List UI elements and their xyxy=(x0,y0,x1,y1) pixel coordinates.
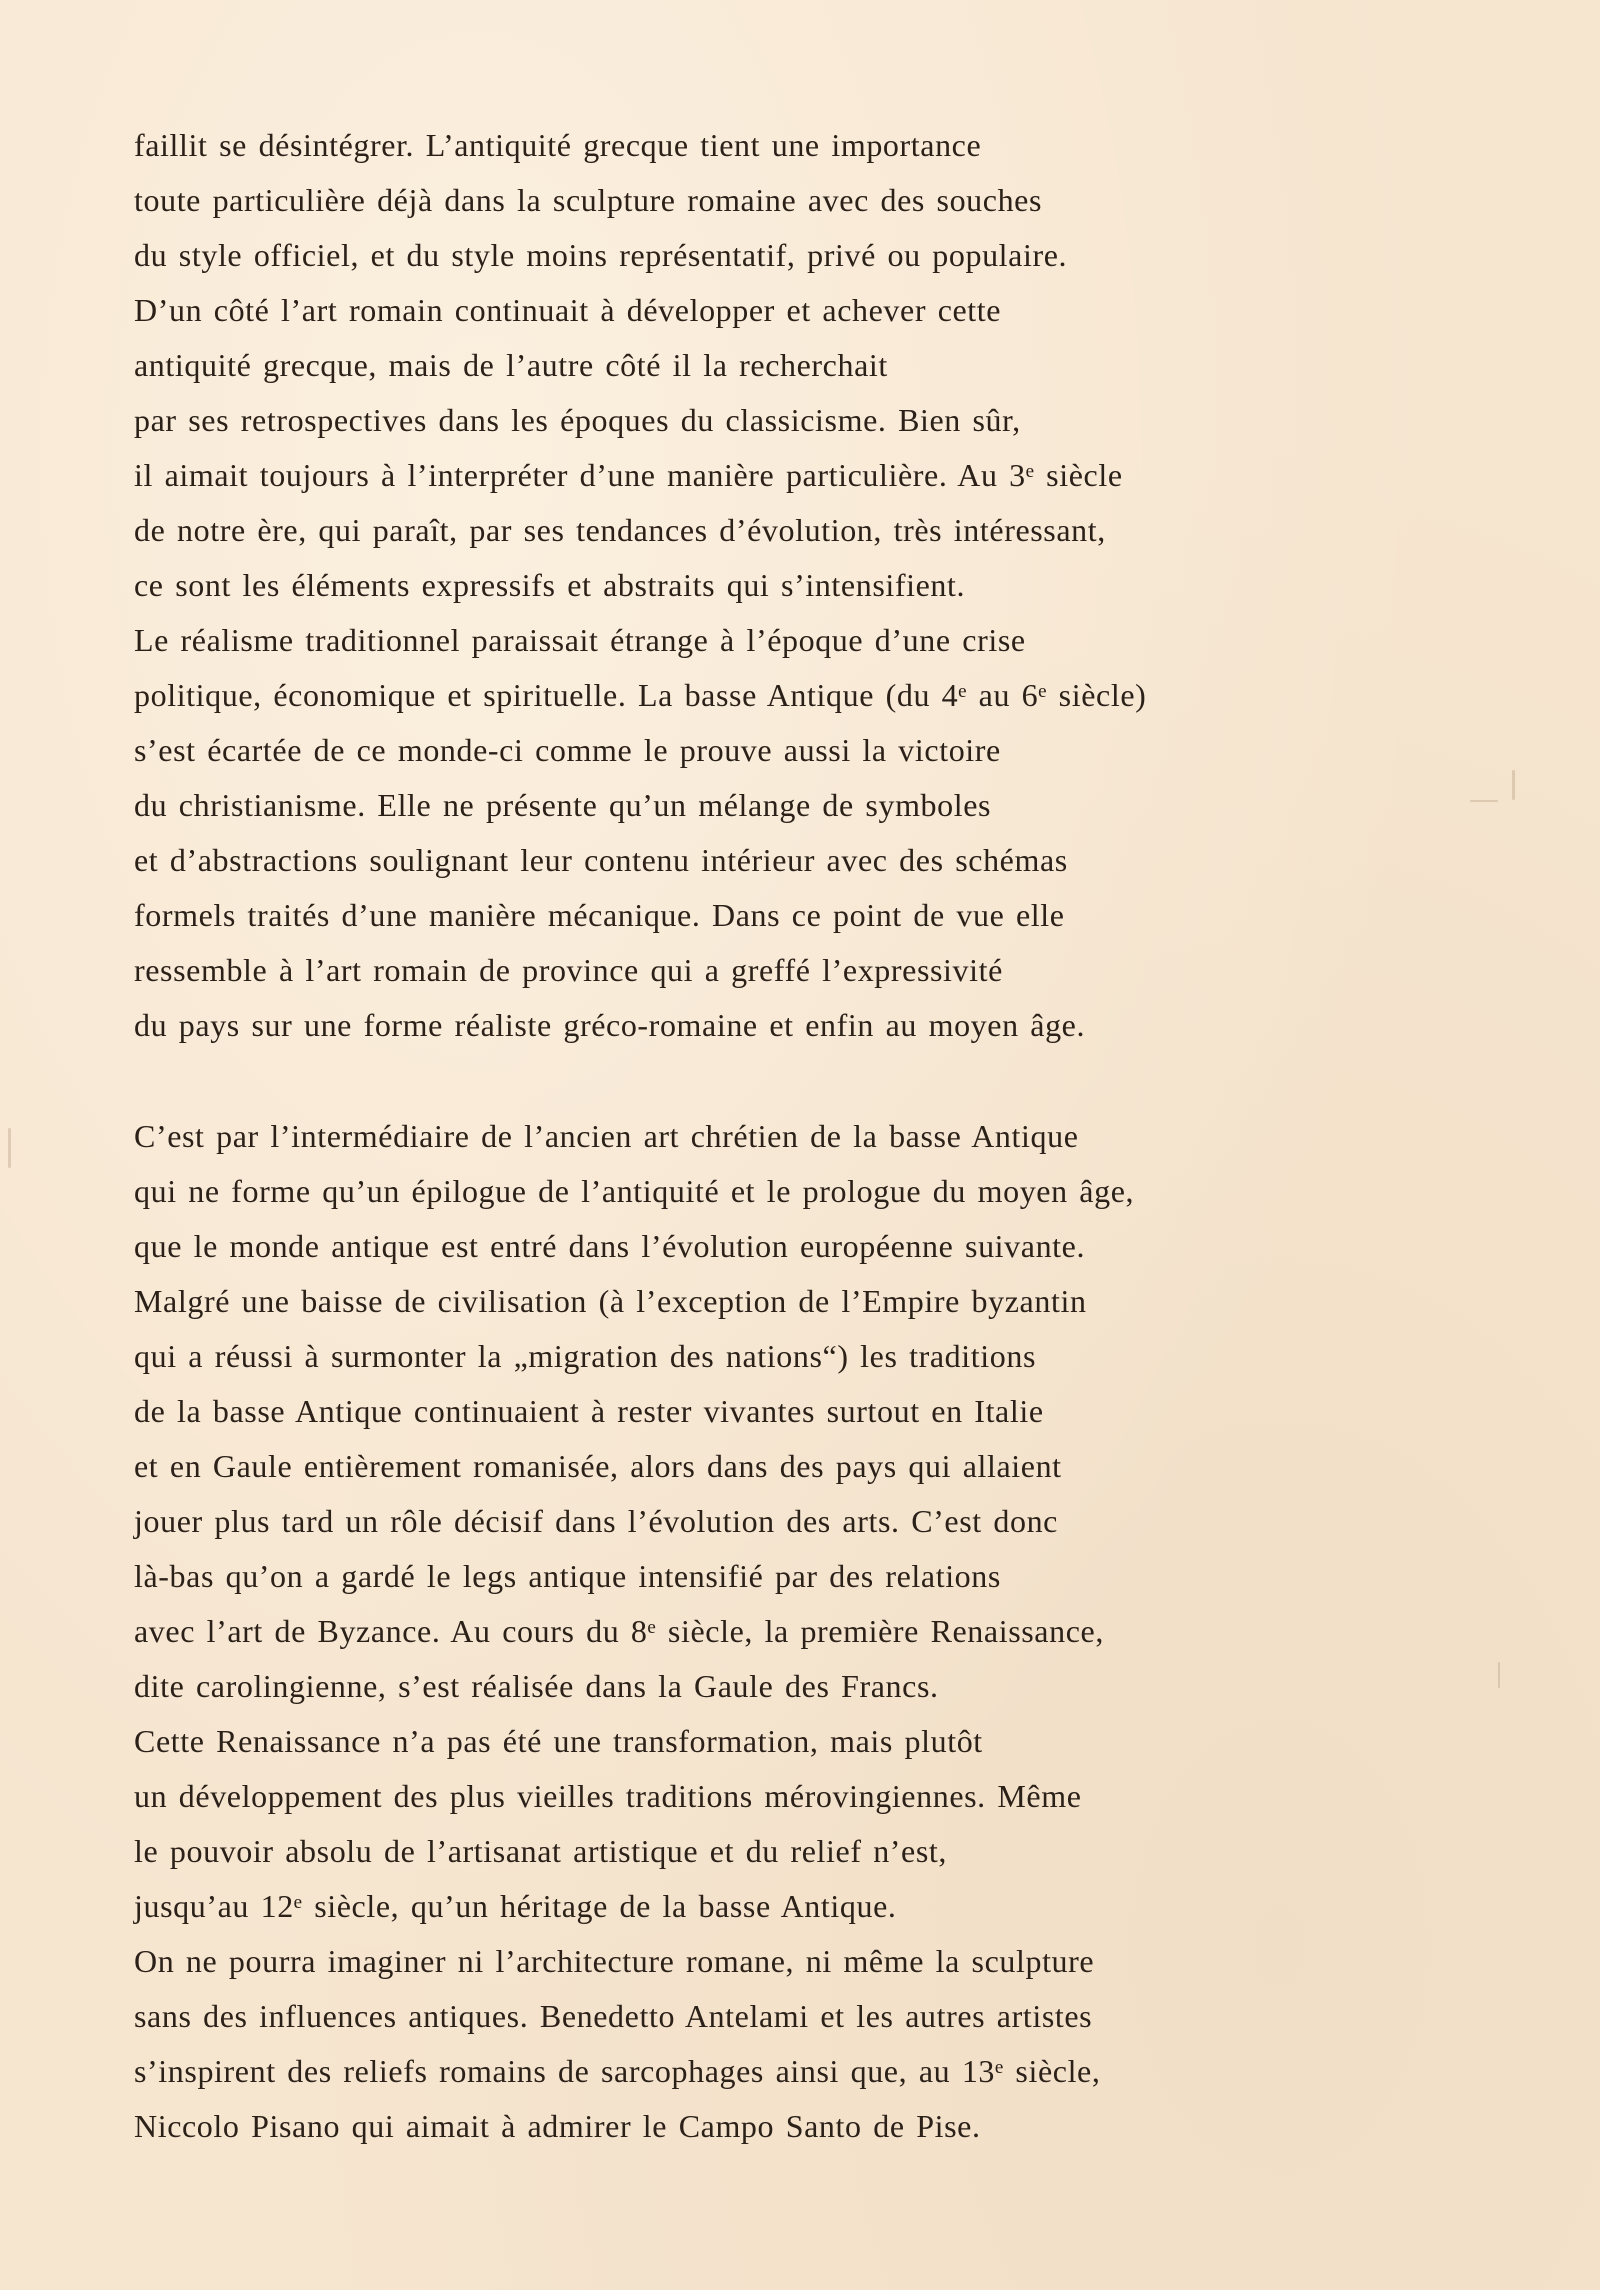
text-line: qui ne forme qu’un épilogue de l’antiquité et le prologue du moyen âge, xyxy=(134,1173,1135,1209)
text-line: le pouvoir absolu de l’artisanat artistique et du relief n’est, xyxy=(134,1833,948,1869)
text-line: jusqu’au 12ᵉ siècle, qu’un héritage de la basse Antique. xyxy=(134,1888,897,1924)
text-line: politique, économique et spirituelle. La basse Antique (du 4ᵉ au 6ᵉ siècle) xyxy=(134,677,1147,713)
text-line: Malgré une baisse de civilisation (à l’exception de l’Empire byzantin xyxy=(134,1283,1087,1319)
text-line: du christianisme. Elle ne présente qu’un mélange de symboles xyxy=(134,787,992,823)
text-line: dite carolingienne, s’est réalisée dans la Gaule des Francs. xyxy=(134,1668,939,1704)
text-line: là-bas qu’on a gardé le legs antique intensifié par des relations xyxy=(134,1558,1001,1594)
text-line: Le réalisme traditionnel paraissait étrange à l’époque d’une crise xyxy=(134,622,1026,658)
text-line: avec l’art de Byzance. Au cours du 8ᵉ siècle, la première Renaissance, xyxy=(134,1613,1104,1649)
text-line: antiquité grecque, mais de l’autre côté il la recherchait xyxy=(134,347,888,383)
text-line: formels traités d’une manière mécanique. Dans ce point de vue elle xyxy=(134,897,1065,933)
text-line: du pays sur une forme réaliste gréco-romaine et enfin au moyen âge. xyxy=(134,1007,1086,1043)
text-line: un développement des plus vieilles traditions mérovingiennes. Même xyxy=(134,1778,1082,1814)
text-line: faillit se désintégrer. L’antiquité grecque tient une importance xyxy=(134,127,982,163)
text-line: ressemble à l’art romain de province qui a greffé l’expressivité xyxy=(134,952,1003,988)
text-line: D’un côté l’art romain continuait à développer et achever cette xyxy=(134,292,1002,328)
text-line: C’est par l’intermédiaire de l’ancien art chrétien de la basse Antique xyxy=(134,1118,1079,1154)
text-line: de notre ère, qui paraît, par ses tendances d’évolution, très intéressant, xyxy=(134,512,1106,548)
text-line: que le monde antique est entré dans l’évolution européenne suivante. xyxy=(134,1228,1086,1264)
text-line: On ne pourra imaginer ni l’architecture romane, ni même la sculpture xyxy=(134,1943,1095,1979)
text-line: il aimait toujours à l’interpréter d’une manière particulière. Au 3ᵉ siècle xyxy=(134,457,1123,493)
text-line: ce sont les éléments expressifs et abstraits qui s’intensifient. xyxy=(134,567,966,603)
text-line: jouer plus tard un rôle décisif dans l’évolution des arts. C’est donc xyxy=(134,1503,1058,1539)
text-line: et en Gaule entièrement romanisée, alors dans des pays qui allaient xyxy=(134,1448,1062,1484)
text-line: sans des influences antiques. Benedetto Antelami et les autres artistes xyxy=(134,1998,1093,2034)
text-line: Niccolo Pisano qui aimait à admirer le Campo Santo de Pise. xyxy=(134,2108,981,2144)
text-line: par ses retrospectives dans les époques du classicisme. Bien sûr, xyxy=(134,402,1021,438)
text-line: s’inspirent des reliefs romains de sarcophages ainsi que, au 13ᵉ siècle, xyxy=(134,2053,1101,2089)
text-line: Cette Renaissance n’a pas été une transformation, mais plutôt xyxy=(134,1723,983,1759)
text-line: qui a réussi à surmonter la „migration des nations“) les traditions xyxy=(134,1338,1036,1374)
text-line: de la basse Antique continuaient à rester vivantes surtout en Italie xyxy=(134,1393,1044,1429)
text-line: du style officiel, et du style moins représentatif, privé ou populaire. xyxy=(134,237,1068,273)
paragraph-1 xyxy=(134,118,1534,1053)
text-line: s’est écartée de ce monde-ci comme le prouve aussi la victoire xyxy=(134,732,1001,768)
paragraph-2 xyxy=(134,1109,1534,2154)
paper-fleck xyxy=(8,1128,11,1168)
body-text xyxy=(134,118,1534,2154)
text-line: et d’abstractions soulignant leur contenu intérieur avec des schémas xyxy=(134,842,1068,878)
text-line: toute particulière déjà dans la sculpture romaine avec des souches xyxy=(134,182,1043,218)
